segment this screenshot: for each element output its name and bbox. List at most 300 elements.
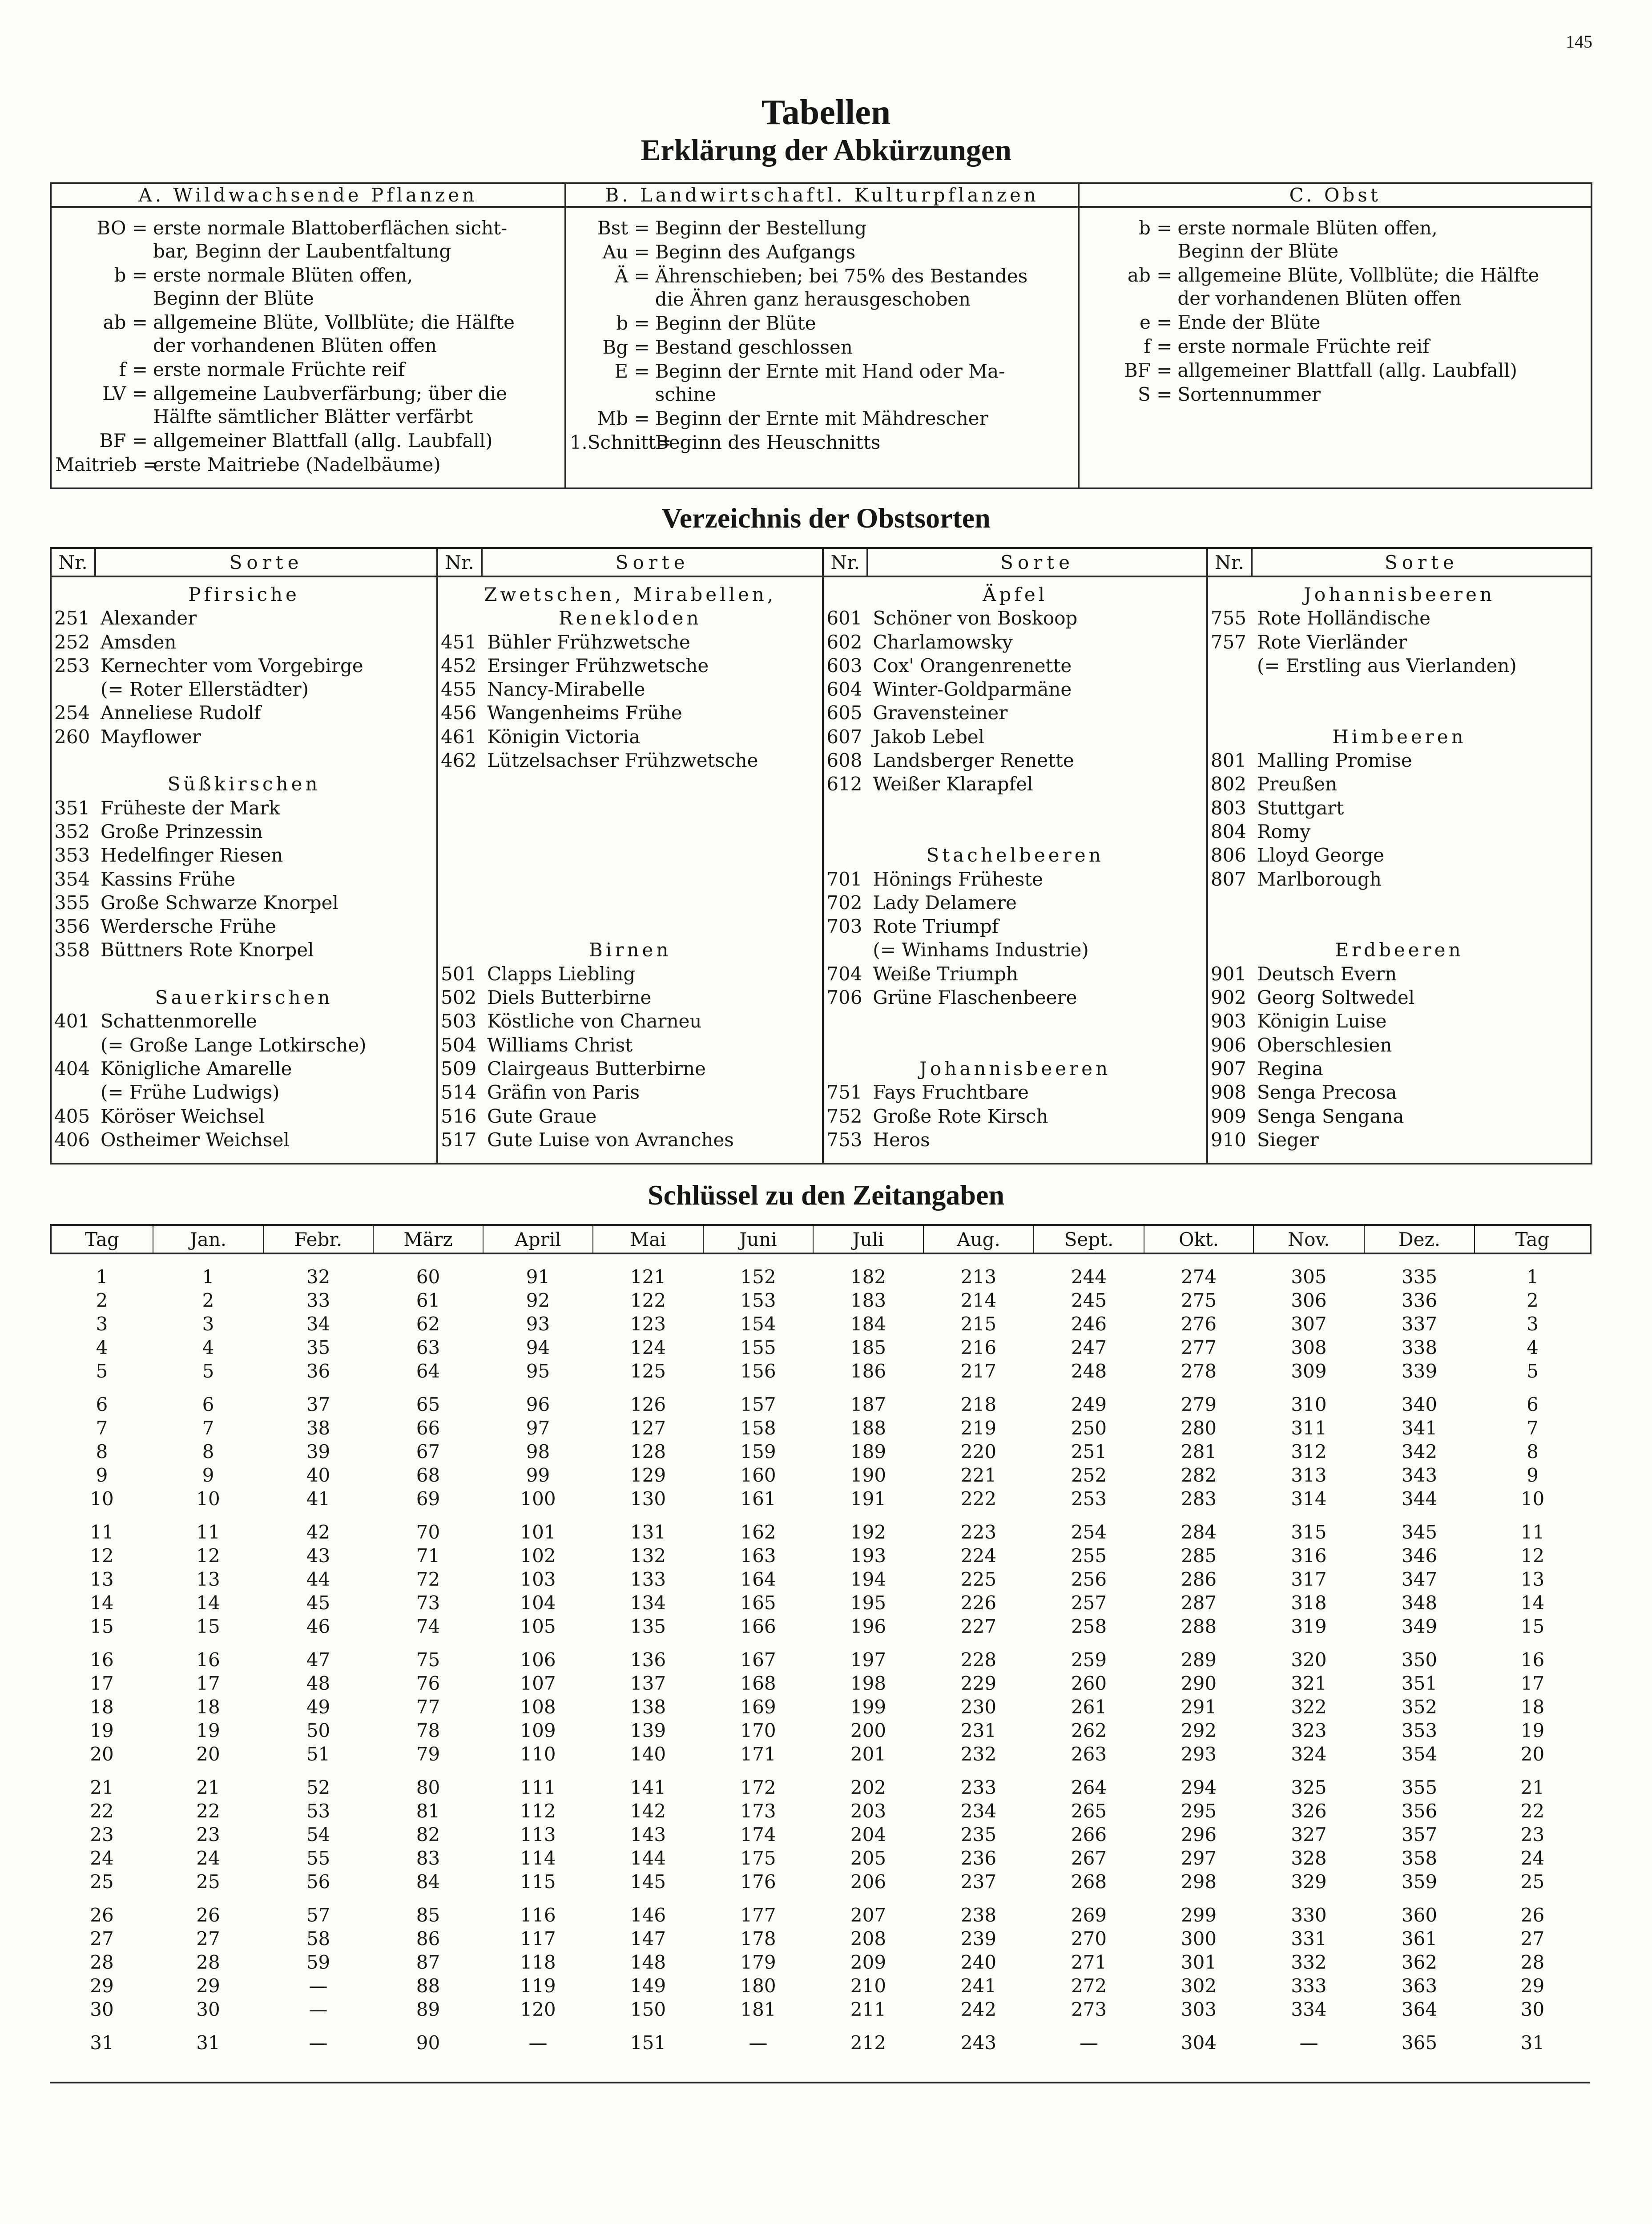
time-key-cell: 333: [1291, 1975, 1327, 1997]
time-key-cell: 30: [90, 1998, 114, 2020]
variety-number: 504: [441, 1034, 477, 1056]
variety-row: [54, 867, 434, 891]
variety-number: 260: [54, 725, 90, 748]
time-key-cell: 47: [306, 1649, 330, 1671]
time-key-row: [51, 1463, 1591, 1487]
varieties-column-1: [51, 576, 437, 1164]
time-key-cell: 344: [1401, 1488, 1438, 1510]
abbreviation-definition: allgemeiner Blattfall (allg. Laubfall): [1177, 359, 1517, 381]
time-key-cell: 363: [1401, 1975, 1438, 1997]
time-key-cell: 214: [960, 1289, 997, 1311]
time-key-cell: 340: [1401, 1394, 1438, 1415]
time-key-cell: 173: [740, 1800, 776, 1822]
time-key-row: [51, 1383, 1591, 1416]
time-key-cell: 272: [1071, 1975, 1107, 1997]
time-key-cell: 282: [1181, 1464, 1217, 1486]
variety-name: Jakob Lebel: [873, 725, 985, 748]
time-key-cell: 49: [306, 1696, 330, 1718]
variety-row: [826, 654, 1204, 677]
variety-synonym-note: (= Roter Ellerstädter): [101, 678, 309, 701]
variety-row: [1211, 1057, 1588, 1080]
time-key-cell: 143: [630, 1824, 666, 1845]
time-key-cell: 76: [416, 1672, 440, 1694]
time-key-cell: 136: [630, 1649, 666, 1671]
time-key-cell: 26: [196, 1904, 220, 1926]
time-key-cell: 27: [1520, 1928, 1545, 1950]
variety-row: [54, 701, 434, 725]
time-key-cell: 192: [850, 1521, 886, 1543]
time-key-cell: 167: [740, 1649, 776, 1671]
time-key-cell: 335: [1401, 1266, 1438, 1288]
variety-number: 807: [1210, 868, 1247, 890]
abbreviation-definition: erste normale Früchte reif: [1177, 335, 1430, 357]
time-key-cell: 46: [306, 1616, 330, 1637]
time-key-cell: 32: [306, 1266, 330, 1288]
time-key-cell: 11: [1520, 1521, 1545, 1543]
page-title: Tabellen: [761, 93, 891, 132]
variety-name: Amsden: [101, 631, 177, 653]
time-key-cell: 343: [1401, 1464, 1438, 1486]
time-key-row: [51, 1742, 1591, 1766]
time-key-cell: 238: [960, 1904, 997, 1926]
time-key-cell: 81: [416, 1800, 440, 1822]
spacer: [441, 915, 819, 938]
spacer: [441, 820, 819, 843]
abbreviations-column-agri: [565, 207, 1079, 488]
variety-name: Ersinger Frühzwetsche: [487, 654, 709, 677]
variety-name: Werdersche Frühe: [101, 915, 277, 938]
time-key-row: [51, 1870, 1591, 1894]
time-key-cell: 218: [960, 1394, 997, 1415]
time-key-cell: 129: [630, 1464, 666, 1486]
time-key-cell: 275: [1181, 1289, 1217, 1311]
variety-number: 902: [1210, 987, 1247, 1009]
variety-name: Regina: [1257, 1057, 1323, 1080]
time-key-row: [51, 1950, 1591, 1974]
time-key-cell: 263: [1071, 1743, 1107, 1765]
time-key-cell: 108: [520, 1696, 556, 1718]
time-key-cell: 1: [1527, 1266, 1539, 1288]
time-key-row: [51, 1312, 1591, 1336]
time-key-cell: 70: [416, 1521, 440, 1543]
time-key-cell: 64: [416, 1360, 440, 1382]
varieties-column-3: [823, 576, 1207, 1164]
time-key-cell: 208: [850, 1928, 886, 1950]
abbreviation-definition: erste normale Blüten offen, Beginn der Blüte: [1177, 217, 1438, 262]
header-sorte: Sorte: [1252, 548, 1592, 576]
variety-name: Lloyd George: [1257, 844, 1384, 866]
time-key-cell: 152: [740, 1266, 776, 1288]
variety-number: 910: [1210, 1128, 1247, 1151]
variety-name: Nancy-Mirabelle: [487, 678, 645, 701]
time-key-cell: 130: [630, 1488, 666, 1510]
abbreviation-code: b =: [114, 264, 148, 286]
variety-row: [54, 915, 434, 938]
time-key-cell: 159: [740, 1441, 776, 1463]
variety-number: 907: [1210, 1057, 1247, 1080]
time-key-cell: 347: [1401, 1568, 1438, 1590]
abbreviation-code: Bg =: [602, 336, 650, 358]
header-nr: Nr.: [1207, 548, 1252, 576]
time-key-cell: 205: [850, 1847, 886, 1869]
time-key-cell: 348: [1401, 1592, 1438, 1614]
variety-number: 353: [54, 844, 90, 866]
time-key-cell: 315: [1291, 1521, 1327, 1543]
time-key-cell: 185: [850, 1337, 886, 1358]
time-key-cell: 176: [740, 1871, 776, 1893]
time-key-cell: 31: [196, 2032, 220, 2054]
spacer: [54, 962, 434, 986]
abbreviation-code: BF =: [99, 430, 148, 451]
time-key-cell: 179: [740, 1951, 776, 1973]
time-key-cell: 236: [960, 1847, 997, 1869]
header-sorte: Sorte: [867, 548, 1207, 576]
time-key-cell: 341: [1401, 1417, 1438, 1439]
time-key-cell: 296: [1181, 1824, 1217, 1845]
time-key-cell: 107: [520, 1672, 556, 1694]
time-key-cell: 15: [90, 1616, 114, 1637]
time-key-cell: 55: [306, 1847, 330, 1869]
variety-number: 356: [54, 915, 90, 938]
time-key-cell: 358: [1401, 1847, 1438, 1869]
time-key-cell: 16: [1520, 1649, 1545, 1671]
time-key-cell: 307: [1291, 1313, 1327, 1335]
abbreviation-definition: allgemeine Laubverfärbung; über die Hälfte sämtlicher Blätter verfärbt: [153, 383, 507, 427]
time-key-cell: 3: [96, 1313, 108, 1335]
time-key-cell: 350: [1401, 1649, 1438, 1671]
abbreviation-code: Au =: [602, 241, 650, 263]
time-key-cell: 302: [1181, 1975, 1217, 1997]
time-key-cell: 53: [306, 1800, 330, 1822]
variety-row: [826, 749, 1204, 772]
time-key-cell: 77: [416, 1696, 440, 1718]
time-key-cell: 57: [306, 1904, 330, 1926]
time-key-cell: 318: [1291, 1592, 1327, 1614]
time-key-cell: 6: [96, 1394, 108, 1415]
time-key-cell: 162: [740, 1521, 776, 1543]
time-key-cell: 255: [1071, 1545, 1107, 1567]
time-key-cell: 153: [740, 1289, 776, 1311]
header-sorte: Sorte: [95, 548, 437, 576]
time-key-cell: 193: [850, 1545, 886, 1567]
time-key-cell: 5: [1527, 1360, 1539, 1382]
time-key-cell: 332: [1291, 1951, 1327, 1973]
time-key-cell: 287: [1181, 1592, 1217, 1614]
abbreviations-header-row: [51, 183, 1592, 207]
time-key-cell: 219: [960, 1417, 997, 1439]
variety-number: 755: [1210, 607, 1247, 629]
variety-synonym-note: (= Frühe Ludwigs): [101, 1081, 280, 1104]
variety-name: Winter-Goldparmäne: [873, 678, 1072, 701]
time-key-cell: 190: [850, 1464, 886, 1486]
time-key-cell: 177: [740, 1904, 776, 1926]
spacer: [1211, 915, 1588, 938]
variety-number: 501: [441, 963, 477, 985]
time-key-cell: 31: [1520, 2032, 1545, 2054]
variety-number: 908: [1210, 1081, 1247, 1104]
variety-number: 601: [826, 607, 862, 629]
time-key-cell: 7: [96, 1417, 108, 1439]
time-key-cell: 137: [630, 1672, 666, 1694]
variety-number: 903: [1210, 1010, 1247, 1032]
variety-name: Schattenmorelle: [101, 1010, 257, 1032]
abbreviation-definition: Beginn der Ernte mit Hand oder Ma- schine: [655, 360, 1005, 405]
time-key-cell: 26: [1520, 1904, 1545, 1926]
time-key-cell: 135: [630, 1616, 666, 1637]
variety-row: [441, 725, 819, 749]
time-key-cell: 241: [960, 1975, 997, 1997]
variety-name: Rote Vierländer: [1257, 631, 1407, 653]
variety-number: 906: [1210, 1034, 1247, 1056]
variety-row: [1211, 962, 1588, 986]
variety-group-heading: Johannisbeeren: [919, 1057, 1111, 1080]
abbreviation-code: b =: [1138, 217, 1173, 239]
time-key-cell: 304: [1181, 2032, 1217, 2054]
variety-row: [826, 915, 1204, 938]
header-nr: Nr.: [51, 548, 95, 576]
variety-name: Kernechter vom Vorgebirge: [101, 654, 363, 677]
time-key-cell: 215: [960, 1313, 997, 1335]
time-key-cell: 260: [1071, 1672, 1107, 1694]
abbreviation-code: ab =: [1127, 264, 1173, 286]
time-key-cell: 161: [740, 1488, 776, 1510]
variety-name: Romy: [1257, 820, 1311, 842]
time-key-cell: 352: [1401, 1696, 1438, 1718]
time-key-cell: 274: [1181, 1266, 1217, 1288]
time-key-cell: 11: [196, 1521, 220, 1543]
variety-name: Fays Fruchtbare: [873, 1081, 1029, 1104]
time-key-cell: 131: [630, 1521, 666, 1543]
variety-synonym-note: (= Erstling aus Vierlanden): [1257, 654, 1517, 677]
time-key-cell: 16: [90, 1649, 114, 1671]
time-key-cell: 6: [202, 1394, 214, 1415]
time-key-cell: 227: [960, 1616, 997, 1637]
time-key-cell: 292: [1181, 1720, 1217, 1741]
variety-row: [826, 1128, 1204, 1152]
time-key-cell: 12: [196, 1545, 220, 1567]
variety-row: [826, 1080, 1204, 1104]
variety-row: [1211, 1033, 1588, 1057]
header-nr: Nr.: [437, 548, 482, 576]
time-key-cell: 316: [1291, 1545, 1327, 1567]
time-key-cell: 221: [960, 1464, 997, 1486]
time-key-cell: 63: [416, 1337, 440, 1358]
variety-row: [54, 891, 434, 915]
time-key-header-cell: Tag: [51, 1225, 153, 1253]
abbreviation-code: ab =: [103, 311, 148, 333]
time-key-cell: 144: [630, 1847, 666, 1869]
time-key-cell: 330: [1291, 1904, 1327, 1926]
variety-number: 706: [826, 987, 862, 1009]
time-key-row: [51, 1766, 1591, 1799]
time-key-row: [51, 1359, 1591, 1383]
time-key-cell: 280: [1181, 1417, 1217, 1439]
time-key-row: [51, 1416, 1591, 1440]
time-key-cell: 10: [1520, 1488, 1545, 1510]
time-key-cell: 97: [526, 1417, 550, 1439]
time-key-cell: 19: [1520, 1720, 1545, 1741]
time-key-cell: 351: [1401, 1672, 1438, 1694]
time-key-cell: —: [309, 2032, 328, 2054]
time-key-cell: 31: [90, 2032, 114, 2054]
time-key-cell: 320: [1291, 1649, 1327, 1671]
time-key-cell: 121: [630, 1266, 666, 1288]
variety-row: [1211, 796, 1588, 820]
variety-number: 455: [441, 678, 477, 701]
time-key-cell: 158: [740, 1417, 776, 1439]
time-key-cell: 310: [1291, 1394, 1327, 1415]
variety-group-heading: Pfirsiche: [188, 584, 300, 605]
time-key-header-cell: Jan.: [153, 1225, 263, 1253]
variety-name: Büttners Rote Knorpel: [101, 939, 314, 961]
variety-row: [826, 962, 1204, 986]
abbreviation-code: Ä =: [614, 265, 650, 287]
time-key-cell: 170: [740, 1720, 776, 1741]
time-key-cell: 225: [960, 1568, 997, 1590]
variety-number: 909: [1210, 1105, 1247, 1127]
time-key-cell: 86: [416, 1928, 440, 1950]
time-key-cell: 103: [520, 1568, 556, 1590]
time-key-cell: 237: [960, 1871, 997, 1893]
time-key-cell: 26: [90, 1904, 114, 1926]
time-key-cell: 150: [630, 1998, 666, 2020]
time-key-cell: 25: [1520, 1871, 1545, 1893]
time-key-cell: 165: [740, 1592, 776, 1614]
abbreviations-table: [50, 182, 1592, 489]
time-key-cell: 249: [1071, 1394, 1107, 1415]
spacer: [826, 1009, 1204, 1033]
time-key-cell: 96: [526, 1394, 550, 1415]
time-key-cell: 117: [520, 1928, 556, 1950]
time-key-cell: 293: [1181, 1743, 1217, 1765]
variety-name: Cox' Orangenrenette: [873, 654, 1072, 677]
time-key-row: [51, 1799, 1591, 1823]
time-key-cell: 17: [90, 1672, 114, 1694]
time-key-cell: 115: [520, 1871, 556, 1893]
time-key-cell: 4: [202, 1337, 214, 1358]
variety-synonym-note: (= Große Lange Lotkirsche): [101, 1034, 367, 1056]
variety-row: [826, 772, 1204, 796]
time-key-cell: 211: [850, 1998, 886, 2020]
variety-number: 702: [826, 891, 862, 914]
time-key-cell: 243: [960, 2032, 997, 2054]
time-key-cell: 353: [1401, 1720, 1438, 1741]
time-key-header-cell: Nov.: [1253, 1225, 1364, 1253]
variety-name: Grüne Flaschenbeere: [873, 987, 1077, 1009]
variety-name: Preußen: [1257, 773, 1338, 795]
abbreviation-code: LV =: [102, 383, 148, 404]
page-number: 145: [1566, 32, 1592, 52]
variety-number: 252: [54, 631, 90, 653]
time-key-cell: 14: [90, 1592, 114, 1614]
variety-row: [441, 749, 819, 772]
abbreviation-definition: Beginn des Aufgangs: [655, 241, 856, 263]
variety-name: Heros: [873, 1128, 930, 1151]
time-key-cell: 266: [1071, 1824, 1107, 1845]
time-key-cell: 278: [1181, 1360, 1217, 1382]
variety-number: 451: [441, 631, 477, 653]
time-key-cell: 27: [196, 1928, 220, 1950]
variety-row: [441, 986, 819, 1009]
time-key-cell: 174: [740, 1824, 776, 1845]
variety-number: 608: [826, 749, 862, 772]
time-key-cell: 279: [1181, 1394, 1217, 1415]
time-key-cell: 118: [520, 1951, 556, 1973]
time-key-cell: 301: [1181, 1951, 1217, 1973]
variety-number: 251: [54, 607, 90, 629]
time-key-cell: 112: [520, 1800, 556, 1822]
time-key-cell: 28: [196, 1951, 220, 1973]
time-key-cell: 92: [526, 1289, 550, 1311]
variety-name: Hedelfinger Riesen: [101, 844, 283, 866]
time-key-cell: 2: [96, 1289, 108, 1311]
variety-name: Große Rote Kirsch: [873, 1105, 1048, 1127]
abbreviation-definition: erste normale Blattoberflächen sicht- bar, Beginn der Laubentfaltung: [153, 217, 508, 262]
varieties-table: [50, 547, 1592, 1164]
variety-number: 804: [1210, 820, 1247, 842]
spacer: [826, 796, 1204, 820]
time-key-cell: 52: [306, 1777, 330, 1798]
abbreviation-code: BO =: [97, 217, 148, 239]
variety-name: Schöner von Boskoop: [873, 607, 1078, 629]
time-key-cell: 166: [740, 1616, 776, 1637]
abbreviation-definition: allgemeine Blüte, Vollblüte; die Hälfte der vorhandenen Blüten offen: [153, 311, 515, 356]
time-key-cell: 87: [416, 1951, 440, 1973]
abbreviation-definition: erste normale Früchte reif: [153, 359, 405, 380]
variety-name: Charlamowsky: [873, 631, 1013, 653]
abbreviation-code: 1.Schnitt=: [569, 431, 672, 453]
time-key-row: [51, 1336, 1591, 1359]
time-key-cell: 264: [1071, 1777, 1107, 1798]
spacer: [1211, 891, 1588, 915]
time-key-header-cell: Tag: [1475, 1225, 1591, 1253]
time-key-cell: 22: [90, 1800, 114, 1822]
time-key-cell: 269: [1071, 1904, 1107, 1926]
time-key-cell: 328: [1291, 1847, 1327, 1869]
variety-number: 352: [54, 820, 90, 842]
time-key-cell: 331: [1291, 1928, 1327, 1950]
spacer: [441, 891, 819, 915]
time-key-row: [51, 1487, 1591, 1511]
variety-number: 802: [1210, 773, 1247, 795]
time-key-cell: 201: [850, 1743, 886, 1765]
variety-name: Weißer Klarapfel: [873, 773, 1033, 795]
time-key-cell: 200: [850, 1720, 886, 1741]
time-key-header-cell: März: [373, 1225, 483, 1253]
time-key-cell: 14: [1520, 1592, 1545, 1614]
time-key-cell: 5: [96, 1360, 108, 1382]
time-key-cell: 217: [960, 1360, 997, 1382]
variety-group-heading: Stachelbeeren: [926, 844, 1104, 866]
time-key-row: [51, 1289, 1591, 1312]
time-key-cell: 257: [1071, 1592, 1107, 1614]
time-key-cell: 10: [90, 1488, 114, 1510]
time-key-cell: 85: [416, 1904, 440, 1926]
time-key-cell: 298: [1181, 1871, 1217, 1893]
variety-row: [1211, 606, 1588, 630]
time-key-cell: 226: [960, 1592, 997, 1614]
time-key-cell: 19: [90, 1720, 114, 1741]
variety-number: 757: [1210, 631, 1247, 653]
time-key-cell: 334: [1291, 1998, 1327, 2020]
time-key-cell: 146: [630, 1904, 666, 1926]
time-key-cell: 38: [306, 1417, 330, 1439]
variety-group-heading: Renekloden: [559, 607, 702, 629]
variety-row: [54, 1128, 434, 1152]
time-key-cell: 265: [1071, 1800, 1107, 1822]
variety-number: 604: [826, 678, 862, 701]
variety-number: 354: [54, 868, 90, 890]
